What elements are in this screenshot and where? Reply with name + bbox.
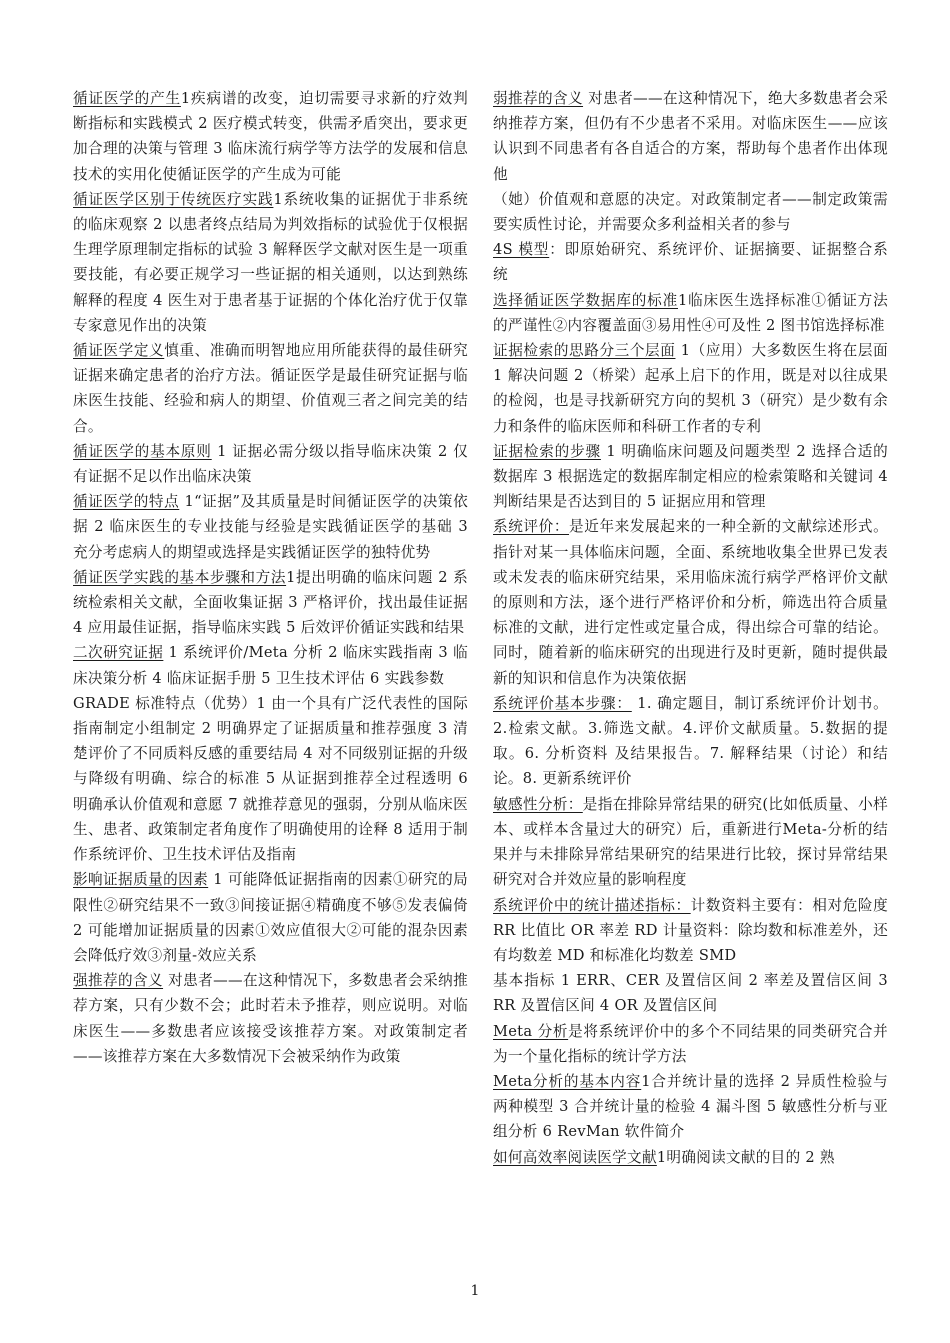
paragraph-text: 是指在排除异常结果的研究(比如低质量、小样本、或样本含量过大的研究）后，重新进行Meta-分析的结果并与未排除异常结果研究的结果进行比较，探讨异常结果研究对合并效应量的影响程度	[493, 795, 888, 889]
paragraph-text: 基本指标 1 ERR、CER 及置信区间 2 率差及置信区间 3 RR 及置信区间 4 OR 及置信区间	[493, 972, 888, 1015]
paragraph-heading: 系统评价基本步骤：	[493, 694, 632, 712]
paragraph-heading: 循证医学实践的基本步骤和方法	[73, 568, 287, 586]
paragraph-heading: 证据检索的步骤	[493, 442, 601, 460]
paragraph-heading: 二次研究证据	[73, 644, 164, 662]
paragraph	[493, 514, 888, 690]
paragraph-text: ：即原始研究、系统评价、证据摘要、证据整合系统	[493, 241, 888, 284]
paragraph-heading: Meta 分析	[493, 1022, 569, 1040]
paragraph	[73, 187, 468, 338]
paragraph	[73, 640, 468, 690]
paragraph	[73, 86, 468, 187]
paragraph	[493, 439, 888, 515]
paragraph-text: 1 系统评价/Meta 分析 2 临床实践指南 3 临床决策分析 4 临床证据手册 5 卫生技术评估 6 实践参数	[73, 644, 468, 687]
paragraph	[493, 1145, 888, 1170]
paragraph	[493, 187, 888, 237]
paragraph-heading: 强推荐的含义	[73, 972, 164, 990]
paragraph-heading: Meta分析的基本内容	[493, 1072, 642, 1090]
paragraph	[73, 439, 468, 489]
right-column	[493, 86, 888, 1170]
paragraph-heading: 4S 模型	[493, 241, 550, 259]
paragraph	[493, 792, 888, 893]
paragraph-text: 1“证据”及其质量是时间循证医学的决策依据 2 临床医生的专业技能与经验是实践循证医学的基础 3 充分考虑病人的期望或选择是实践循证医学的独特优势	[73, 493, 468, 561]
left-column	[73, 86, 468, 1069]
paragraph-heading: 循证医学定义	[73, 342, 165, 360]
paragraph	[73, 565, 468, 641]
paragraph-heading: 循证医学区别于传统医疗实践	[73, 190, 274, 208]
paragraph-text: 1. 确定题目，制订系统评价计划书。2.检索文献。3.筛选文献。4.评价文献质量。5.数据的提取。6. 分析资料 及结果报告。7. 解释结果（讨论）和结论。8. 更新系统评价	[493, 694, 889, 788]
paragraph	[73, 968, 468, 1069]
paragraph-text: 1临床医生选择标准①循证方法的严谨性②内容覆盖面③易用性④可及性 2 图书馆选择标准	[493, 291, 888, 334]
paragraph	[493, 691, 888, 792]
paragraph	[73, 867, 468, 968]
paragraph-heading: 影响证据质量的因素	[73, 871, 209, 889]
paragraph	[73, 489, 468, 565]
paragraph-text: 计数资料主要有：相对危险度 RR 比值比 OR 率差 RD 计量资料：除均数和标准差外，还有均数差 MD 和标准化均数差 SMD	[493, 896, 888, 964]
paragraph-text: GRADE 标准特点（优势）1 由一个具有广泛代表性的国际指南制定小组制定 2 明确界定了证据质量和推荐强度 3 清楚评价了不同质料反感的重要结局 4 对不同级别证据的升级与降级有明确、综合的标准 5 从证据到推荐全过程透明 6 明确承认价值观和意愿 7 就推荐意见的强弱，分别从临床医生、患者、政策制定者角度作了明确使用的诠释 8 适用于制作系统评价、卫生技术评估及指南	[73, 694, 468, 864]
paragraph-heading: 选择循证医学数据库的标准	[493, 291, 678, 309]
paragraph-text: （她）价值观和意愿的决定。对政策制定者——制定政策需要实质性讨论，并需要众多利益相关者的参与	[493, 190, 888, 234]
paragraph-text: 是近年来发展起来的一种全新的文献综述形式。指针对某一具体临床问题，全面、系统地收集全世界已发表或未发表的临床研究结果，采用临床流行病学严格评价文献的原则和方法，逐个进行严格评价和分析，筛选出符合质量标准的文献，进行定性或定量合成，得出综合可靠的结论。同时，随着新的临床研究的出现进行及时更新，随时提供最新的知识和信息作为决策依据	[493, 518, 888, 687]
paragraph	[493, 237, 888, 287]
paragraph	[493, 86, 888, 187]
paragraph-text: 慎重、准确而明智地应用所能获得的最佳研究证据来确定患者的治疗方法。循证医学是最佳研究证据与临床医生技能、经验和病人的期望、价值观三者之间完美的结合。	[73, 342, 468, 435]
paragraph-heading: 证据检索的思路分三个层面	[493, 342, 676, 360]
paragraph	[493, 288, 888, 338]
paragraph	[493, 968, 888, 1018]
paragraph-heading: 弱推荐的含义	[493, 90, 584, 107]
paragraph-heading: 系统评价中的统计描述指标：	[493, 896, 691, 914]
paragraph-heading: 循证医学的产生	[73, 90, 181, 107]
paragraph	[493, 1069, 888, 1145]
paragraph-text: 对患者——在这种情况下，多数患者会采纳推荐方案，只有少数不会；此时若未予推荐，则应说明。对临床医生——多数患者应该接受该推荐方案。对政策制定者——该推荐方案在大多数情况下会被采纳作为政策	[73, 972, 468, 1065]
paragraph-heading: 系统评价：	[493, 518, 570, 536]
paragraph-text: 是将系统评价中的多个不同结果的同类研究合并为一个量化指标的统计学方法	[493, 1022, 888, 1065]
paragraph-text: 1（应用）大多数医生将在层面 1 解决问题 2（桥梁）起承上启下的作用，既是对以往成果的检阅，也是寻找新研究方向的契机 3（研究）是少数有余力和条件的临床医师和科研工作者的专利	[493, 342, 888, 435]
paragraph-text: 1 可能降低证据指南的因素①研究的局限性②研究结果不一致③间接证据④精确度不够⑤发表偏倚 2 可能增加证据质量的因素①效应值很大②可能的混杂因素会降低疗效③剂量-效应关系	[73, 871, 469, 964]
paragraph-text: 1明确阅读文献的目的 2 熟	[656, 1148, 835, 1166]
paragraph-text: 1 明确临床问题及问题类型 2 选择合适的数据库 3 根据选定的数据库制定相应的检索策略和关键词 4 判断结果是否达到目的 5 证据应用和管理	[493, 442, 888, 511]
paragraph	[493, 893, 888, 969]
paragraph-text: 1疾病谱的改变，迫切需要寻求新的疗效判断指标和实践模式 2 医疗模式转变，供需矛盾突出，要求更加合理的决策与管理 3 临床流行病学等方法学的发展和信息技术的实用化使循证医学的产生成为可能	[73, 90, 468, 183]
paragraph	[493, 1019, 888, 1069]
paragraph-text: 1合并统计量的选择 2 异质性检验与两种模型 3 合并统计量的检验 4 漏斗图 5 敏感性分析与亚组分析 6 RevMan 软件简介	[493, 1072, 888, 1141]
paragraph-text: 1提出明确的临床问题 2 系统检索相关文献，全面收集证据 3 严格评价，找出最佳证据 4 应用最佳证据，指导临床实践 5 后效评价循证实践和结果	[73, 568, 468, 637]
paragraph-heading: 循证医学的基本原则	[73, 442, 212, 460]
paragraph	[493, 338, 888, 439]
page-number: 1	[470, 1283, 480, 1299]
paragraph-text: 对患者——在这种情况下，绝大多数患者会采纳推荐方案，但仍有不少患者不采用。对临床医生——应该认识到不同患者有各自适合的方案，帮助每个患者作出体现他	[493, 90, 888, 183]
paragraph-heading: 敏感性分析：	[493, 795, 583, 813]
paragraph	[73, 338, 468, 439]
paragraph-heading: 循证医学的特点	[73, 493, 180, 511]
paragraph	[73, 691, 468, 867]
paragraph-heading: 如何高效率阅读医学文献	[493, 1148, 657, 1166]
paragraph-text: 1系统收集的证据优于非系统的临床观察 2 以患者终点结局为判效指标的试验优于仅根据生理学原理制定指标的试验 3 解释医学文献对医生是一项重要技能，有必要正规学习一些证据的相关通则，以达到熟练解释的程度 4 医生对于患者基于证据的个体化治疗优于仅靠专家意见作出的决策	[73, 190, 469, 334]
paragraph-text: 1 证据必需分级以指导临床决策 2 仅有证据不足以作出临床决策	[73, 442, 468, 486]
